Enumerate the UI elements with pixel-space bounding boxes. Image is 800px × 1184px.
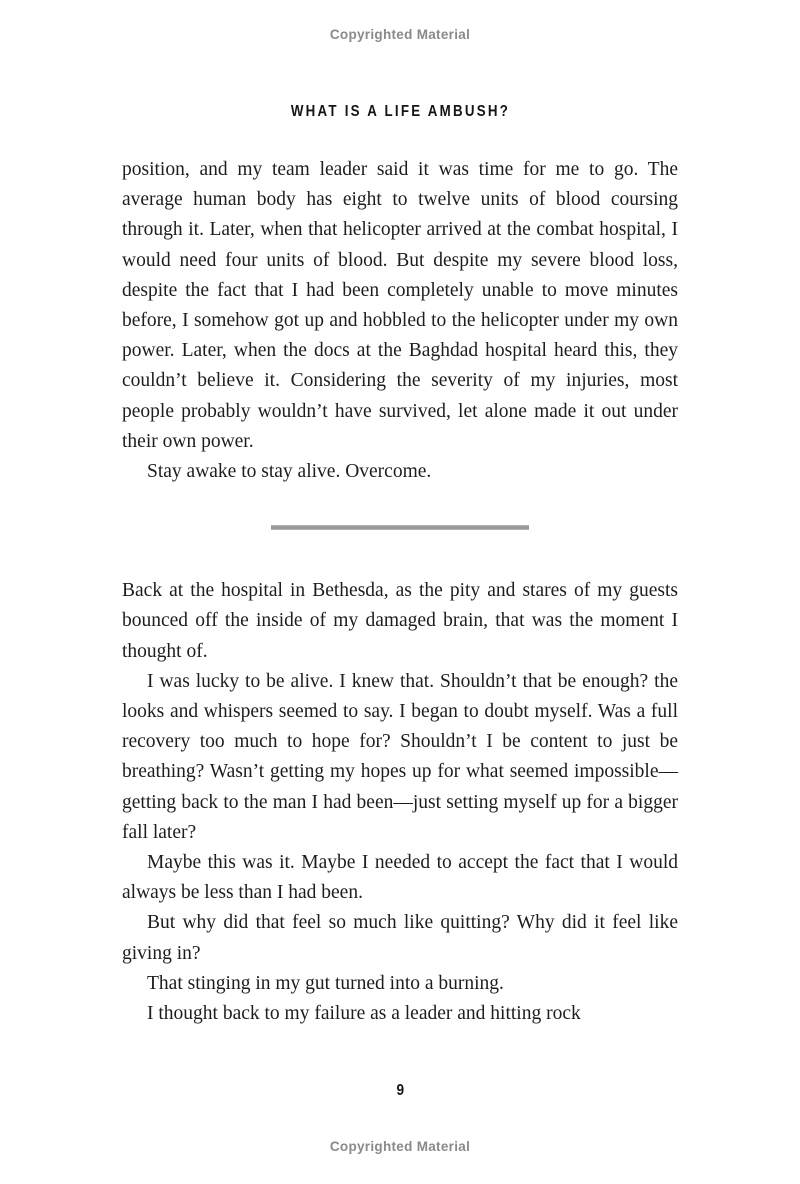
paragraph-continuation: position, and my team leader said it was time for me to go. The average human body has eight to twelve units of blood coursing through it. Later, when that helicopter arrived at the combat hospital, I would need four units of blood. But despite my severe blood loss, despite the fact that I had been completely unable to move minutes before, I somehow got up and hobbled to the helicopter under my own power. Later, when the docs at the Baghdad hospital heard this, they couldn’t believe it. Considering the severity of my injuries, most people probably wouldn’t have survived, let alone made it out under their own power.: [122, 159, 678, 452]
paragraph-back-at-hospital: Back at the hospital in Bethesda, as the pity and stares of my guests bounced off the inside of my damaged brain, that was the moment I thought of.: [122, 580, 678, 662]
copyright-notice-top: Copyrighted Material: [329, 27, 471, 42]
copyright-notice-bottom: Copyrighted Material: [329, 1139, 471, 1154]
paragraph-stinging: That stinging in my gut turned into a burning.: [147, 972, 504, 994]
chapter-running-header: [0, 103, 800, 121]
body-text-block: [122, 155, 678, 1029]
page-number-text: 9: [396, 1082, 404, 1099]
paragraph-why-quitting: But why did that feel so much like quitting? Why did it feel like giving in?: [122, 912, 678, 964]
chapter-running-header-text: WHAT IS A LIFE AMBUSH?: [290, 103, 510, 120]
paragraph-maybe-this-was-it: Maybe this was it. Maybe I needed to accept the fact that I would always be less than I had been.: [122, 852, 678, 904]
paragraph-thought-back: I thought back to my failure as a leader and hitting rock: [147, 1003, 581, 1025]
paragraph-lucky-to-be-alive: I was lucky to be alive. I knew that. Shouldn’t that be enough? the looks and whispers seemed to say. I began to doubt myself. Was a full recovery too much to hope for? Shouldn’t I be content to just be breathing? Wasn’t getting my hopes up for what seemed impossible—getting back to the man I had been—just setting myself up for a bigger fall later?: [122, 670, 678, 843]
paragraph-stay-awake: Stay awake to stay alive. Overcome.: [147, 461, 432, 483]
page-number: [0, 1082, 800, 1100]
section-divider-rule: [271, 525, 529, 530]
